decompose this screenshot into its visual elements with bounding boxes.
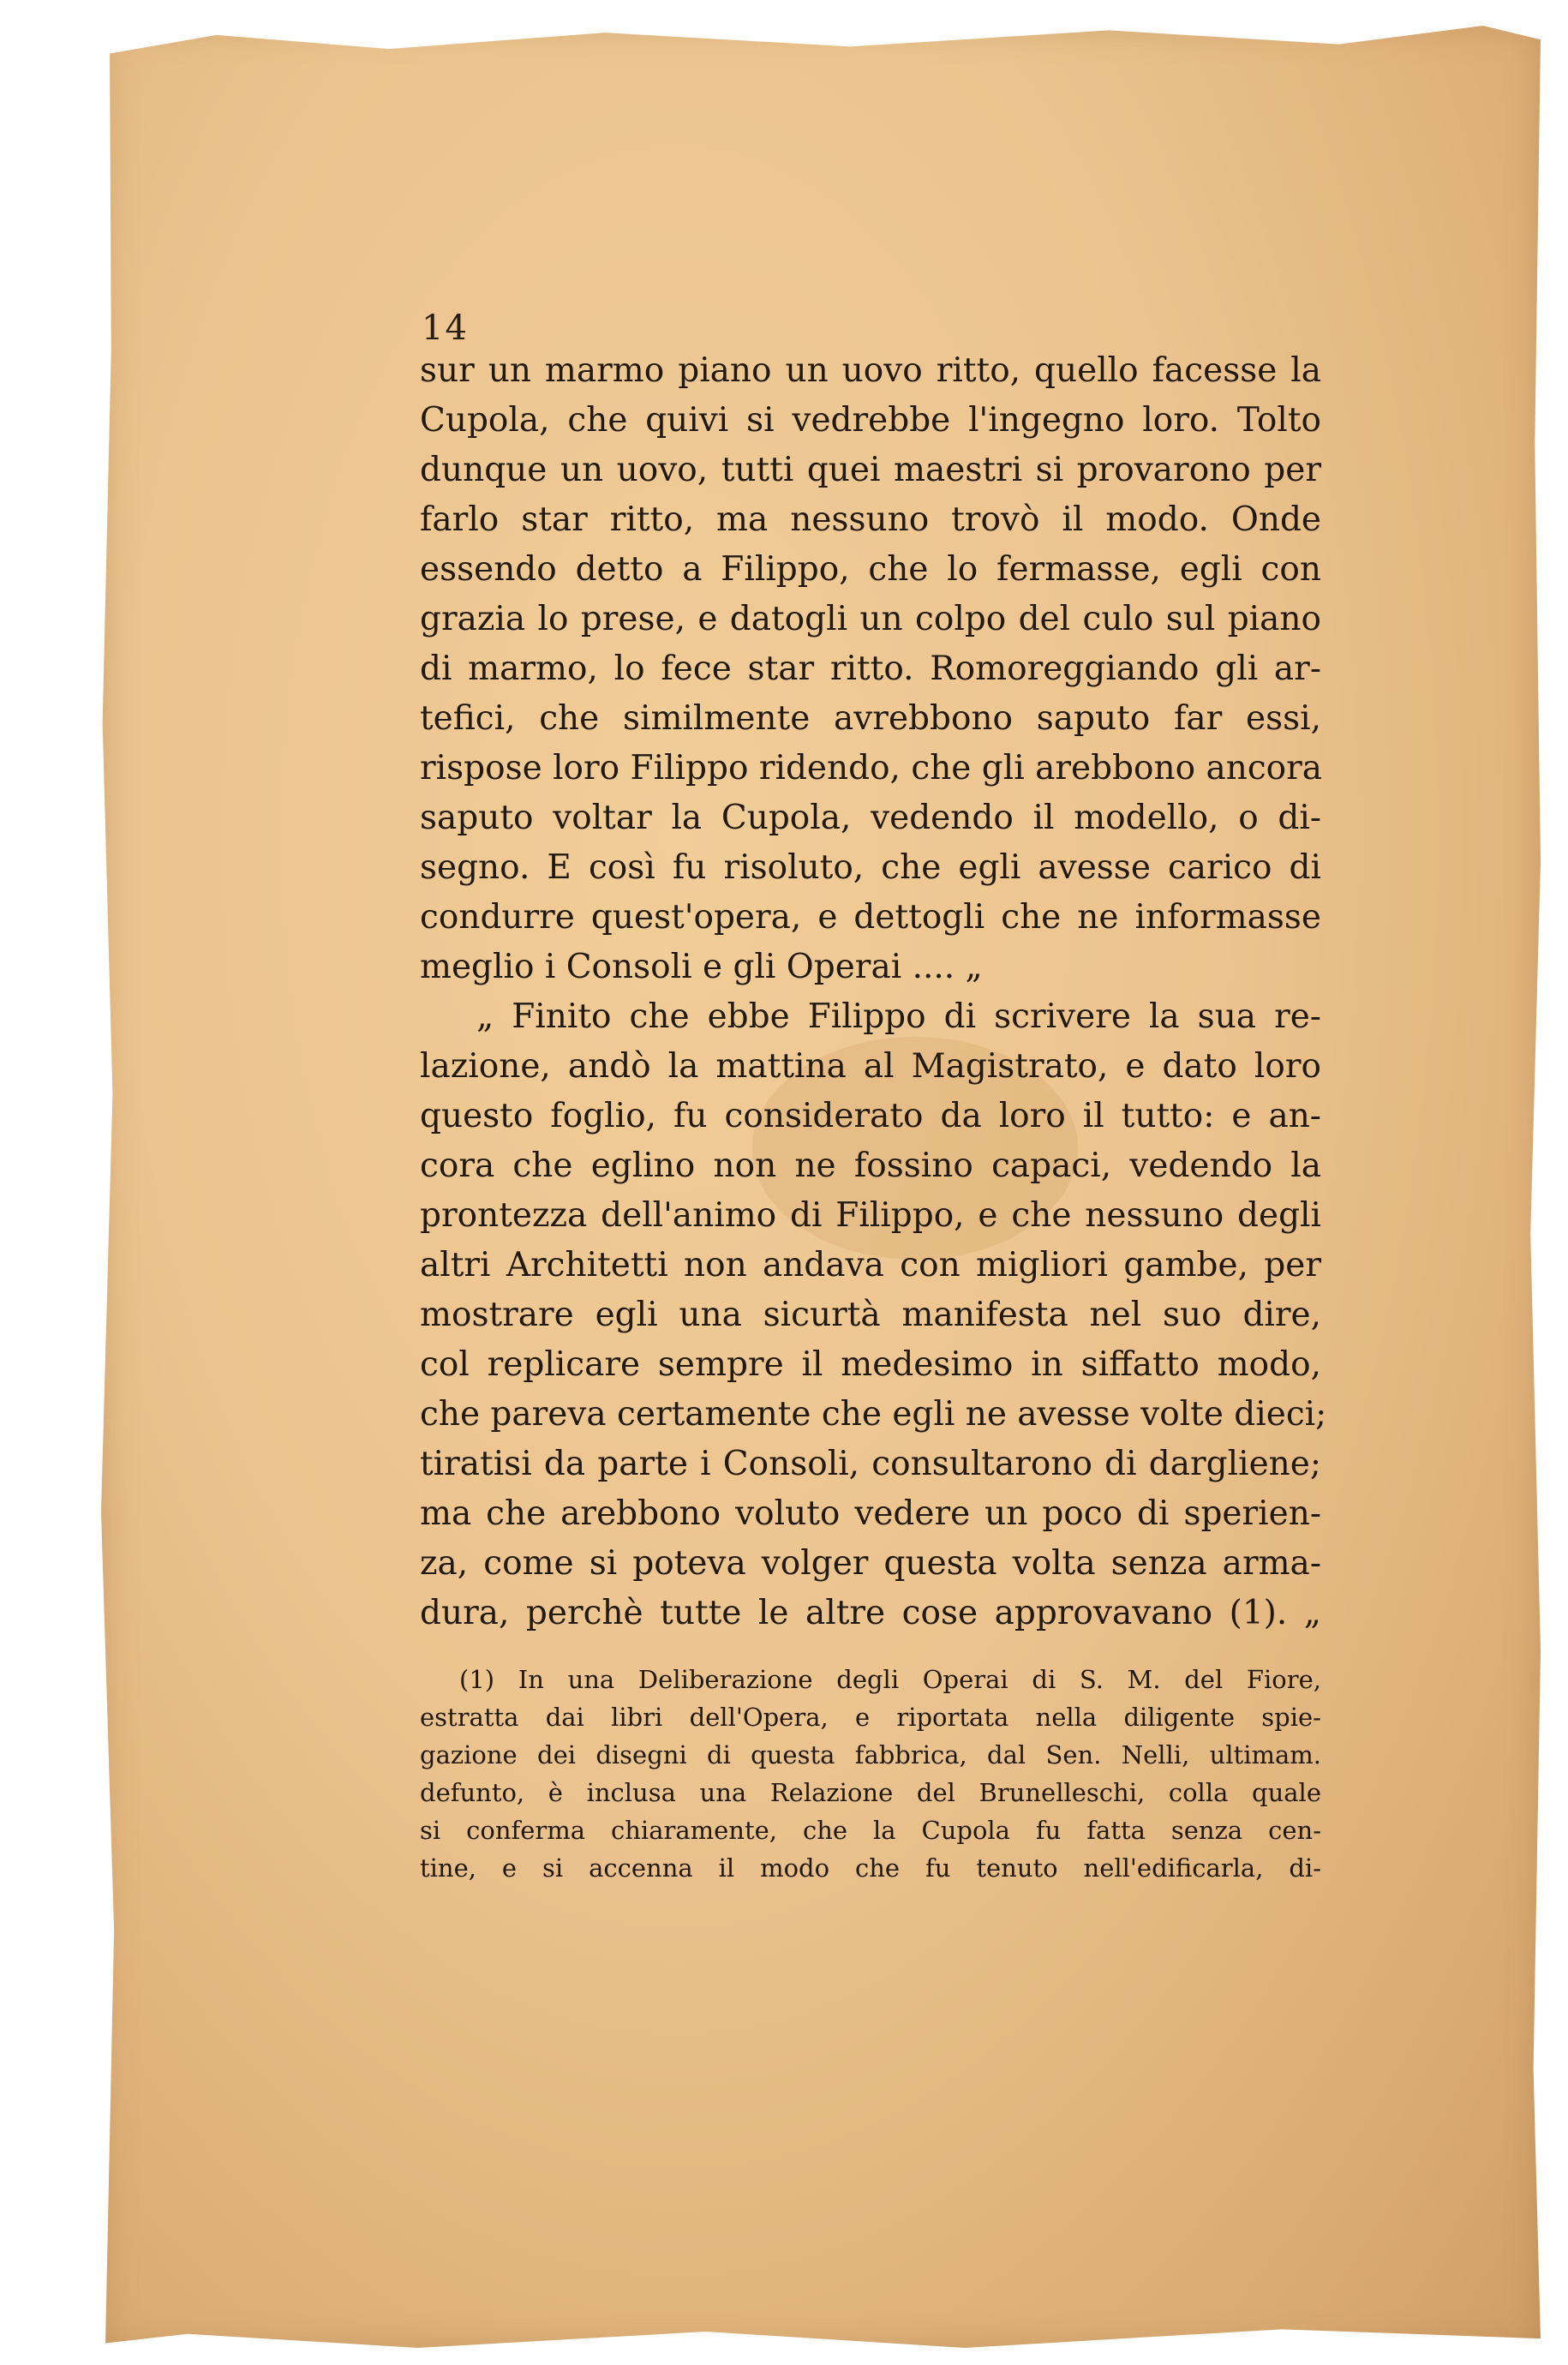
footnote-line: si conferma chiaramente, che la Cupola fu fatta senza cen- (420, 1816, 1321, 1845)
body-line: cora che eglino non ne fossino capaci, vedendo la (420, 1147, 1321, 1185)
body-line: tiratisi da parte i Consoli, consultarono di dargliene; (420, 1445, 1321, 1483)
body-line: segno. E così fu risoluto, che egli avesse carico di (420, 848, 1321, 887)
body-line: condurre quest'opera, e dettogli che ne informasse (420, 898, 1321, 937)
body-line: dura, perchè tutte le altre cose approvavano (1). „ (420, 1594, 1321, 1632)
body-line: tefici, che similmente avrebbono saputo far essi, (420, 699, 1321, 738)
footnote-line: defunto, è inclusa una Relazione del Brunelleschi, colla quale (420, 1778, 1321, 1807)
body-line: grazia lo prese, e datogli un colpo del culo sul piano (420, 600, 1321, 638)
body-line: dunque un uovo, tutti quei maestri si provarono per (420, 451, 1321, 489)
body-line: Cupola, che quivi si vedrebbe l'ingegno loro. Tolto (420, 401, 1321, 440)
body-line: ma che arebbono voluto vedere un poco di sperien- (420, 1494, 1321, 1533)
body-line: meglio i Consoli e gli Operai .... „ (420, 948, 983, 986)
page-number: 14 (422, 308, 469, 348)
body-line: saputo voltar la Cupola, vedendo il modello, o di- (420, 799, 1321, 837)
body-line: sur un marmo piano un uovo ritto, quello facesse la (420, 351, 1321, 390)
footnote-line: gazione dei disegni di questa fabbrica, dal Sen. Nelli, ultimam. (420, 1740, 1321, 1769)
footnote-line: estratta dai libri dell'Opera, e riportata nella diligente spie- (420, 1703, 1321, 1732)
body-line: prontezza dell'animo di Filippo, e che nessuno degli (420, 1196, 1321, 1235)
body-line: mostrare egli una sicurtà manifesta nel suo dire, (420, 1296, 1321, 1334)
body-line: di marmo, lo fece star ritto. Romoreggiando gli ar- (420, 650, 1321, 688)
body-line: za, come si poteva volger questa volta senza arma- (420, 1544, 1321, 1583)
body-line: col replicare sempre il medesimo in siffatto modo, (420, 1345, 1321, 1384)
body-line: rispose loro Filippo ridendo, che gli arebbono ancora (420, 749, 1323, 787)
body-line: lazione, andò la mattina al Magistrato, e dato loro (420, 1047, 1321, 1086)
body-line: altri Architetti non andava con migliori gambe, per (420, 1246, 1321, 1284)
body-line: essendo detto a Filippo, che lo fermasse, egli con (420, 550, 1321, 589)
body-line: farlo star ritto, ma nessuno trovò il modo. Onde (420, 500, 1321, 539)
footnote-line: tine, e si accenna il modo che fu tenuto nell'edificarla, di- (420, 1853, 1321, 1883)
body-line: questo foglio, fu considerato da loro il tutto: e an- (420, 1097, 1321, 1135)
body-line: che pareva certamente che egli ne avesse volte dieci; (420, 1395, 1327, 1434)
body-line: „ Finito che ebbe Filippo di scrivere la sua re- (476, 997, 1321, 1036)
footnote-line: (1) In una Deliberazione degli Operai di S. M. del Fiore, (459, 1665, 1321, 1694)
